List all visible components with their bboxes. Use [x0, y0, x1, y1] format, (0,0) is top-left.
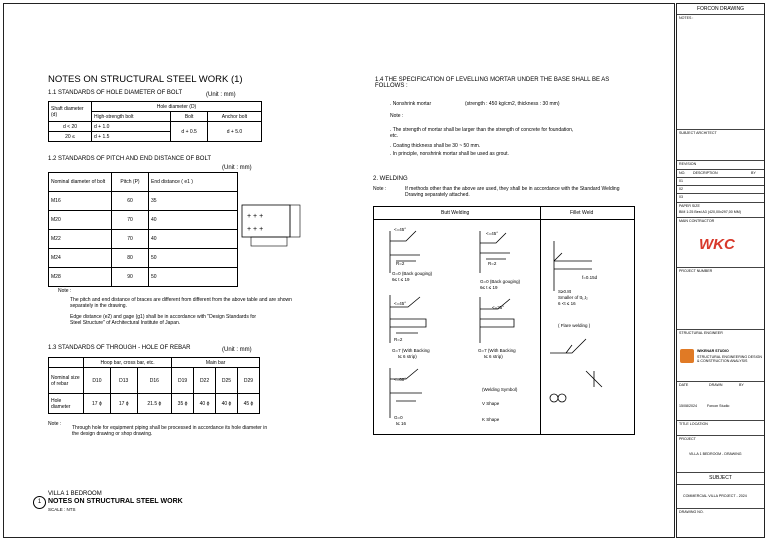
- tb-rev-row: 02: [679, 187, 683, 191]
- cell: d + 1.5: [92, 132, 171, 142]
- cell: d + 5.0: [207, 122, 261, 142]
- rebar-table: [48, 357, 260, 414]
- s13-heading: 1.3 STANDARDS OF THROUGH - HOLE OF REBAR: [48, 345, 191, 351]
- cell: D16: [137, 368, 171, 394]
- cell: 70: [112, 230, 149, 249]
- cell: 40: [149, 230, 238, 249]
- tb-drawn-by: Forcon Studio: [707, 404, 730, 408]
- note-1: The pitch and end distance of braces are different from different from the above table and are shown separately in the drawing.: [70, 297, 292, 310]
- tb-revision: REVISION: [679, 162, 697, 166]
- footer-project: VILLA 1 BEDROOM: [48, 491, 102, 497]
- weld-desc-1b: 6≤ t ≤ 19: [392, 277, 410, 282]
- angle-label: <=45°: [394, 301, 407, 306]
- th-main: Main bar: [172, 358, 260, 368]
- radius-label: R=2: [394, 337, 403, 342]
- pitch-table: [48, 172, 238, 287]
- s14-heading: 1.4 THE SPECIFICATION OF LEVELLING MORTAR UNDER THE BASE SHALL BE AS FOLLOWS :: [375, 77, 610, 89]
- th-hole: Hole diameter (D): [92, 102, 262, 112]
- weld-desc-1a: G=0 (Back gouging): [392, 271, 433, 276]
- note-2: Edge distance (e2) and gage (g1) shall be in accordance with "Design Standards for Steel Structure" of Architectural Institute of Japan.: [70, 314, 257, 327]
- th-butt: Butt Welding: [441, 210, 470, 216]
- tb-rev-row: 01: [679, 179, 683, 183]
- cell: M22: [49, 230, 112, 249]
- s2-heading: 2. WELDING: [373, 176, 408, 182]
- welding-symbol-title: (Welding Symbol): [482, 387, 518, 392]
- cell: D13: [110, 368, 137, 394]
- weld-desc-3b: t≤ 6 strip): [398, 354, 417, 359]
- contractor-logo: WKC: [699, 236, 735, 253]
- cell: 21.5 ϕ: [137, 394, 171, 414]
- cell: M20: [49, 211, 112, 230]
- s14-note-2: . Coating thickness shall be 30 ~ 50 mm.: [390, 143, 481, 149]
- th-shaft: Shaft diameter (d): [49, 102, 92, 122]
- s14-note-1: . The strength of mortar shall be larger than the strength of concrete for foundation, etc.: [390, 127, 574, 140]
- tb-rev-row: 03: [679, 195, 683, 199]
- cell: 80: [112, 249, 149, 268]
- cell: D19: [172, 368, 194, 394]
- tb-subject-arch: SUBJECT ARCHITECT: [679, 131, 717, 135]
- tb-project-name: VILLA 1 BEDROOM - DRAWING: [689, 452, 742, 456]
- th-nominal: Nominal size of rebar: [49, 368, 84, 394]
- cell: d < 20: [49, 122, 92, 132]
- s13-note: Through hole for equipment piping shall be processed in accordance its hole diameter in the design drawing or shop drawing.: [72, 425, 268, 438]
- fillet-weld-sketches: [542, 221, 632, 411]
- cell: 90: [112, 268, 149, 287]
- th-bolt: Bolt: [171, 112, 207, 122]
- cell: 17 ϕ: [110, 394, 137, 414]
- s14-spec: (strength : 450 kg/cm2, thickness : 30 mm): [465, 101, 560, 107]
- symbol-k: K Shape: [482, 417, 500, 422]
- svg-text:+ + +: + + +: [247, 226, 264, 233]
- radius-label: R=2: [488, 261, 497, 266]
- th-fillet: Fillet Weld: [570, 210, 594, 216]
- weld-desc-4b: t≤ 6 strip): [484, 354, 503, 359]
- fillet-s: S≥0.8t: [558, 289, 571, 294]
- s13-unit: (Unit : mm): [222, 347, 252, 353]
- tb-rev-col: BY: [751, 171, 756, 175]
- tb-se-name: WIKENAR STUDIO: [697, 349, 729, 353]
- tb-project-number: PROJECT NUMBER: [679, 269, 713, 273]
- cell: d + 1.0: [92, 122, 171, 132]
- cell: M28: [49, 268, 112, 287]
- weld-desc-5b: t≤ 16: [396, 421, 406, 426]
- footer-scale: SCALE : NTS: [48, 507, 76, 512]
- radius-label: R=2: [396, 261, 405, 266]
- page-title: NOTES ON STRUCTURAL STEEL WORK (1): [48, 74, 243, 85]
- cell: 35 ϕ: [172, 394, 194, 414]
- tb-company: FORCON DRAWING: [696, 6, 745, 12]
- angle-label: <=60°: [394, 377, 407, 382]
- tb-by-label: BY: [739, 383, 744, 387]
- angle-label: <=35°: [492, 305, 505, 310]
- tb-subject-name: COMMERCIAL VILLA PROJECT - 2024: [683, 494, 747, 498]
- butt-weld-sketches: [382, 223, 540, 428]
- s13-note-label: Note :: [48, 421, 62, 427]
- cell: M16: [49, 192, 112, 211]
- s11-heading: 1.1 STANDARDS OF HOLE DIAMETER OF BOLT: [48, 90, 183, 96]
- angle-label: <=45°: [394, 227, 407, 232]
- th: End distance ( e1 ): [149, 173, 238, 192]
- tb-structural: STRUCTURAL ENGINEER: [679, 331, 723, 335]
- th-hs: High-strength bolt: [92, 112, 171, 122]
- bolt-pattern-diagram: [241, 204, 303, 250]
- weld-desc-2a: G=0 (Back gouging): [480, 279, 521, 284]
- note-label: Note :: [58, 288, 72, 294]
- tb-se-sub: STRUCTURAL ENGINEERING DESIGN & CONSTRUCTION ANALYSIS: [697, 355, 762, 363]
- s14-note-label: Note :: [390, 113, 404, 119]
- weld-desc-3a: G=7 (With Backing: [392, 348, 430, 353]
- cell: 45 ϕ: [237, 394, 259, 414]
- tb-main-contractor: MAIN CONTRACTOR: [679, 219, 715, 223]
- s2-note-label: Note :: [373, 186, 387, 192]
- s2-note: If methods other than the above are used, they shall be in accordance with the Standard Welding Drawing separately attached.: [405, 186, 620, 199]
- tb-rev-col: NO.: [679, 171, 686, 175]
- fillet-smaller: Smaller of tt₁,t₂: [558, 295, 588, 300]
- th-hole: Hole diameter: [49, 394, 84, 414]
- angle-label: <=45°: [486, 231, 499, 236]
- tb-project: PROJECT: [679, 437, 696, 441]
- detail-number: 1: [33, 496, 46, 509]
- cell: d + 0.5: [171, 122, 207, 142]
- tb-notes: NOTES :: [679, 16, 694, 20]
- tb-drawn-label: DRAWN: [709, 383, 723, 387]
- s11-unit: (Unit : mm): [206, 92, 236, 98]
- cell: D29: [237, 368, 259, 394]
- cell: 20 ≤: [49, 132, 92, 142]
- s12-unit: (Unit : mm): [222, 165, 252, 171]
- tb-date: 15/08/2024: [679, 404, 697, 408]
- cell: 17 ϕ: [84, 394, 111, 414]
- th-hoop: Hoop bar, cross bar, etc.: [84, 358, 172, 368]
- cell: D22: [194, 368, 216, 394]
- welding-table: [373, 206, 635, 435]
- flare-welding: ( Flare welding ): [558, 323, 591, 328]
- cell: 40 ϕ: [216, 394, 238, 414]
- fillet-f: f=0.15d: [582, 275, 598, 280]
- tb-drawing-no: DRAWING NO.: [679, 510, 704, 514]
- cell: 40: [149, 211, 238, 230]
- cell: D25: [216, 368, 238, 394]
- hole-diameter-table: [48, 101, 262, 142]
- fillet-range: 6 <t ≤ 16: [558, 301, 576, 306]
- svg-text:+ + +: + + +: [247, 213, 264, 220]
- cell: 35: [149, 192, 238, 211]
- engineer-logo-icon: [680, 349, 694, 363]
- th-anchor: Anchor bolt: [207, 112, 261, 122]
- s14-note-3: . In principle, nonshrink mortar shall be used as grout.: [390, 151, 509, 157]
- tb-paper: PAPER SIZE: [679, 204, 700, 208]
- weld-desc-2b: 6≤ t ≤ 19: [480, 285, 498, 290]
- title-block: [676, 3, 765, 538]
- cell: 50: [149, 268, 238, 287]
- symbol-v: V Shape: [482, 401, 500, 406]
- cell: 70: [112, 211, 149, 230]
- s12-heading: 1.2 STANDARDS OF PITCH AND END DISTANCE OF BOLT: [48, 156, 212, 162]
- cell: M24: [49, 249, 112, 268]
- cell: 50: [149, 249, 238, 268]
- tb-bim: BIM 1:25 Best A3 (420,00x297,00 MM): [679, 210, 741, 214]
- weld-desc-4a: G=7 (With Backing: [478, 348, 516, 353]
- s14-item: . Nonshrink mortar: [390, 101, 432, 107]
- cell: D10: [84, 368, 111, 394]
- tb-rev-col: DESCRIPTION: [693, 171, 718, 175]
- th: Pitch (P): [112, 173, 149, 192]
- tb-subject: SUBJECT: [709, 475, 732, 481]
- footer-title: NOTES ON STRUCTURAL STEEL WORK: [48, 498, 183, 505]
- tb-date-label: DATE: [679, 383, 689, 387]
- tb-title-loc: TITLE LOCATION: [679, 422, 708, 426]
- cell: 60: [112, 192, 149, 211]
- th: Nominal diameter of bolt: [49, 173, 112, 192]
- weld-desc-5a: G=0: [394, 415, 403, 420]
- cell: 40 ϕ: [194, 394, 216, 414]
